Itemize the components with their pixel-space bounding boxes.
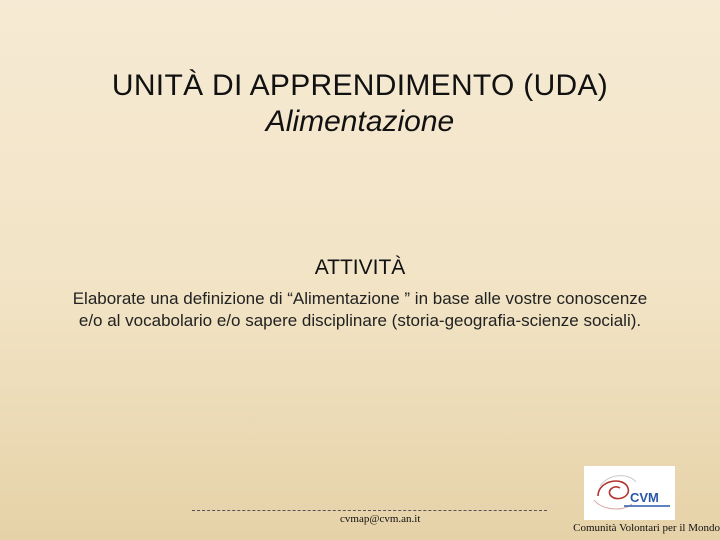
activity-text: Elaborate una definizione di “Alimentazione ” in base alle vostre conoscenze e/o al vocabolario e/o sapere disciplinare (storia-geografia-scienze sociali). bbox=[72, 289, 648, 330]
logo-text: CVM bbox=[630, 490, 659, 505]
activity-section bbox=[60, 254, 660, 332]
cvm-logo-icon bbox=[584, 466, 675, 520]
slide-subtitle: Alimentazione bbox=[265, 105, 455, 138]
footer-divider bbox=[192, 510, 547, 511]
cvm-logo bbox=[584, 466, 675, 520]
footer-email: cvmap@cvm.an.it bbox=[340, 513, 421, 525]
activity-heading: ATTIVITÀ bbox=[314, 256, 406, 279]
org-name: Comunità Volontari per il Mondo bbox=[573, 522, 720, 534]
title-block bbox=[0, 68, 720, 140]
slide-title: UNITÀ DI APPRENDIMENTO (UDA) bbox=[111, 69, 609, 102]
